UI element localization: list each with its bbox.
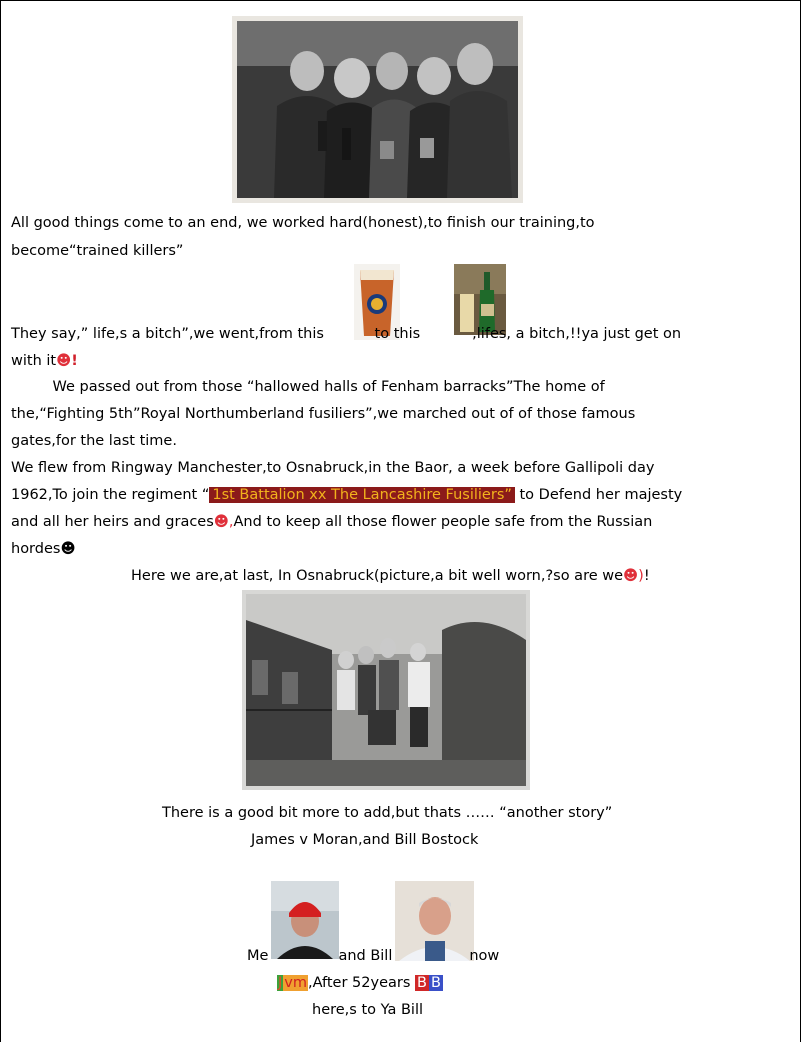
text-line-12-part-c: ! [643,568,650,584]
smiley-icon: ☻ [56,353,72,369]
jvm-initial-j: J [278,975,283,991]
osnabruck-photo [242,590,530,790]
text-line-3 [11,324,681,344]
exclamation-mark: ! [71,353,78,369]
top-photo-soldiers [232,16,523,203]
text-line-1: All good things come to an end, we worked hard(honest),to finish our training,to [11,215,595,231]
smiley-icon: ☻) [623,568,644,584]
text-line-15 [247,946,499,966]
text-line-3-part-b: to this [369,326,421,342]
text-line-11: hordes☻ [11,541,76,557]
text-line-12 [131,566,650,586]
bb-initial-1: B [417,975,427,991]
text-line-3-part-a: They say,” life,s a bitch”,we went,from this [11,326,324,342]
text-line-15-part-a: Me [247,948,269,964]
text-line-8: We flew from Ringway Manchester,to Osnabruck,in the Baor, a week before Gallipoli day [11,460,655,476]
text-line-3-part-c: ,lifes, a bitch,!!ya just get on [472,326,682,342]
text-line-7: gates,for the last time. [11,433,177,449]
text-line-2: become“trained killers” [11,243,184,259]
text-line-10 [11,512,652,532]
text-line-5: We passed out from those “hallowed halls of Fenham barracks”The home of [11,379,605,395]
regiment-highlight: 1st Battalion xx The Lancashire Fusiliers” [209,487,515,503]
text-line-10-part-c: And to keep all those flower people safe from the Russian [233,514,653,530]
text-line-9 [11,485,682,505]
text-line-17: here,s to Ya Bill [312,1002,424,1018]
text-line-9-part-a: 1962,To join the regiment “ [11,487,210,503]
text-line-15-part-c: now [469,948,500,964]
bb-initial-2: B [430,975,441,991]
text-line-13: There is a good bit more to add,but thats …… “another story” [162,805,613,821]
text-line-16-part-c: ,After 52years [308,975,416,991]
text-line-6: the,“Fighting 5th”Royal Northumberland fusiliers”,we marched out of of those famous [11,406,636,422]
jvm-initials-vm: vm [284,975,307,991]
text-line-15-part-b: and Bill [338,948,393,964]
text-line-16 [277,973,443,993]
text-line-10-part-a: and all her heirs and graces [11,514,214,530]
smiley-icon: ☻, [213,514,234,530]
text-line-12-part-a: Here we are,at last, In Osnabruck(picture,a bit well worn,?so are we [131,568,624,584]
text-line-9-part-c: to Defend her majesty [514,487,683,503]
text-line-4-part-a: with it [11,353,57,369]
text-line-4 [11,351,78,371]
text-line-14: James v Moran,and Bill Bostock [251,832,479,848]
